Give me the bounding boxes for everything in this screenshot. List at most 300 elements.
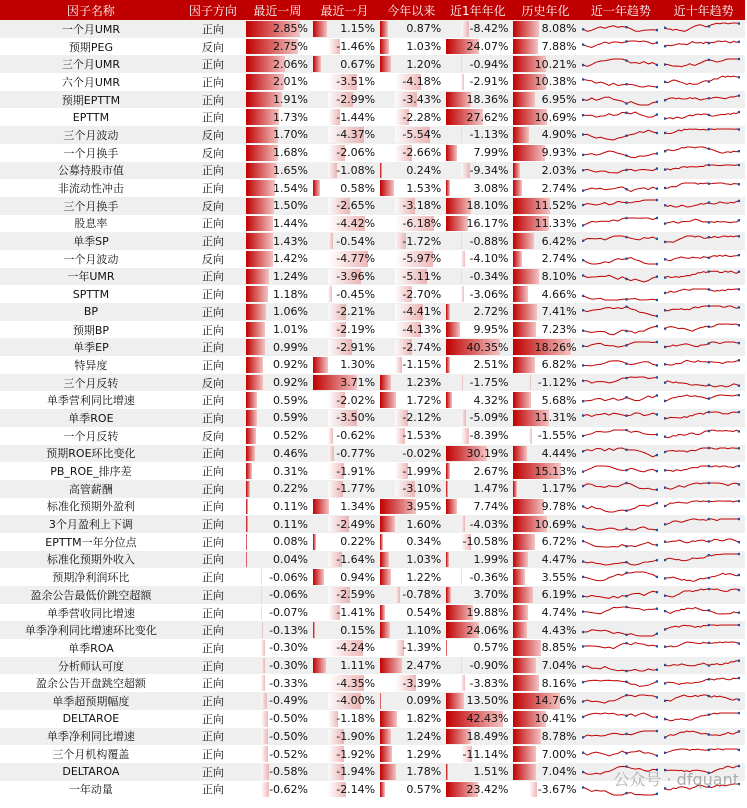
cell-h xyxy=(511,303,579,321)
value-bar xyxy=(246,463,252,479)
trend-1y-sparkline xyxy=(582,57,658,72)
table-row[interactable] xyxy=(0,162,745,180)
trend-10y-sparkline xyxy=(664,393,740,408)
table-row[interactable] xyxy=(0,232,745,250)
cell-value: 24.07% xyxy=(466,40,509,54)
value-bar xyxy=(513,21,539,37)
cell-y xyxy=(378,763,444,781)
trend-1y-sparkline xyxy=(582,499,658,514)
cell-y1 xyxy=(444,268,511,286)
trend-10y-sparkline xyxy=(664,287,740,302)
table-row[interactable] xyxy=(0,20,745,38)
cell-value: -5.97% xyxy=(402,252,442,266)
cell-y1 xyxy=(444,91,511,109)
factor-direction: 反向 xyxy=(182,250,244,268)
trend-10y-cell xyxy=(662,568,745,586)
trend-10y-cell xyxy=(662,144,745,162)
table-row[interactable] xyxy=(0,639,745,657)
trend-10y-sparkline xyxy=(664,110,740,125)
trend-10y-sparkline xyxy=(664,234,740,249)
cell-value: 8.08% xyxy=(541,22,577,36)
header-last-week[interactable]: 最近一周 xyxy=(244,0,311,20)
value-bar xyxy=(246,251,273,267)
table-row[interactable] xyxy=(0,285,745,303)
table-row[interactable] xyxy=(0,674,745,692)
value-bar xyxy=(461,251,465,267)
cell-value: 18.26% xyxy=(534,340,577,354)
cell-y1 xyxy=(444,162,511,180)
table-row[interactable] xyxy=(0,498,745,516)
cell-value: -5.09% xyxy=(469,411,509,425)
value-bar xyxy=(380,21,388,37)
cell-y1 xyxy=(444,108,511,126)
cell-value: 0.15% xyxy=(340,623,376,637)
trend-1y-cell xyxy=(580,445,663,463)
cell-value: 0.59% xyxy=(273,393,308,407)
trend-1y-sparkline xyxy=(582,287,658,302)
cell-value: -2.70% xyxy=(402,287,442,301)
factor-name: DELTAROE xyxy=(0,710,182,728)
factor-direction: 反向 xyxy=(182,126,244,144)
header-last-month[interactable]: 最近一月 xyxy=(311,0,378,20)
cell-m xyxy=(311,55,378,73)
table-row[interactable] xyxy=(0,126,745,144)
header-direction[interactable]: 因子方向 xyxy=(182,0,244,20)
cell-value: 3.55% xyxy=(541,570,577,584)
cell-y1 xyxy=(444,55,511,73)
value-bar xyxy=(261,605,262,621)
factor-direction: 正向 xyxy=(182,162,244,180)
trend-1y-cell xyxy=(580,674,663,692)
factor-direction: 正向 xyxy=(182,55,244,73)
header-1y-trend[interactable]: 近一年趋势 xyxy=(580,0,663,20)
cell-h xyxy=(511,162,579,180)
cell-value: -2.65% xyxy=(336,199,376,213)
cell-y1 xyxy=(444,215,511,233)
cell-value: -4.00% xyxy=(336,694,376,708)
trend-1y-cell xyxy=(580,692,663,710)
cell-value: -4.03% xyxy=(469,517,509,531)
cell-h xyxy=(511,268,579,286)
cell-value: 0.22% xyxy=(340,535,376,549)
cell-m xyxy=(311,657,378,675)
cell-value: 18.36% xyxy=(466,93,509,107)
cell-value: 0.57% xyxy=(473,641,509,655)
factor-direction: 反向 xyxy=(182,38,244,56)
table-row[interactable] xyxy=(0,551,745,569)
table-row[interactable] xyxy=(0,604,745,622)
cell-w xyxy=(244,126,311,144)
cell-value: 8.85% xyxy=(541,641,577,655)
trend-10y-cell xyxy=(662,427,745,445)
cell-value: -0.50% xyxy=(269,729,308,743)
cell-value: 1.82% xyxy=(406,712,442,726)
trend-10y-cell xyxy=(662,321,745,339)
table-row[interactable] xyxy=(0,356,745,374)
table-row[interactable] xyxy=(0,215,745,233)
trend-1y-cell xyxy=(580,20,663,38)
cell-value: 2.85% xyxy=(273,22,308,36)
header-factor-name[interactable]: 因子名称 xyxy=(0,0,182,20)
cell-h xyxy=(511,409,579,427)
cell-m xyxy=(311,621,378,639)
cell-value: -2.19% xyxy=(336,323,376,337)
value-bar xyxy=(246,428,256,444)
trend-1y-cell xyxy=(580,197,663,215)
cell-y1 xyxy=(444,20,511,38)
cell-value: 14.76% xyxy=(534,694,577,708)
cell-value: -0.06% xyxy=(269,588,308,602)
header-10y-trend[interactable]: 近十年趋势 xyxy=(662,0,745,20)
value-bar xyxy=(513,622,527,638)
value-bar xyxy=(513,39,538,55)
trend-10y-cell xyxy=(662,462,745,480)
factor-direction: 正向 xyxy=(182,745,244,763)
cell-value: 4.47% xyxy=(541,552,577,566)
cell-h xyxy=(511,20,579,38)
value-bar xyxy=(328,286,332,302)
trend-1y-cell xyxy=(580,745,663,763)
table-row[interactable] xyxy=(0,144,745,162)
cell-y1 xyxy=(444,498,511,516)
cell-m xyxy=(311,144,378,162)
cell-value: 0.94% xyxy=(340,570,376,584)
cell-y1 xyxy=(444,657,511,675)
value-bar xyxy=(246,392,257,408)
cell-y1 xyxy=(444,179,511,197)
trend-10y-cell xyxy=(662,108,745,126)
cell-m xyxy=(311,604,378,622)
cell-h xyxy=(511,763,579,781)
header-hist-annualized[interactable]: 历史年化 xyxy=(511,0,579,20)
cell-value: 27.62% xyxy=(466,110,509,124)
header-ytd[interactable]: 今年以来 xyxy=(378,0,444,20)
cell-h xyxy=(511,126,579,144)
value-bar xyxy=(261,569,262,585)
trend-10y-cell xyxy=(662,710,745,728)
trend-1y-sparkline xyxy=(582,428,658,443)
value-bar xyxy=(461,233,462,249)
cell-y1 xyxy=(444,621,511,639)
cell-value: -1.64% xyxy=(336,552,376,566)
trend-1y-cell xyxy=(580,144,663,162)
cell-y1 xyxy=(444,445,511,463)
cell-value: 1.50% xyxy=(273,199,308,213)
value-bar xyxy=(380,622,390,638)
cell-w xyxy=(244,321,311,339)
value-bar xyxy=(461,410,466,426)
table-row[interactable] xyxy=(0,338,745,356)
trend-10y-cell xyxy=(662,515,745,533)
cell-m xyxy=(311,232,378,250)
table-row[interactable] xyxy=(0,657,745,675)
cell-value: 18.49% xyxy=(466,729,509,743)
table-row[interactable] xyxy=(0,91,745,109)
cell-value: 5.68% xyxy=(541,393,577,407)
cell-value: -0.78% xyxy=(402,588,442,602)
cell-value: -0.50% xyxy=(269,712,308,726)
cell-w xyxy=(244,108,311,126)
factor-direction: 反向 xyxy=(182,144,244,162)
value-bar xyxy=(446,587,451,603)
table-row[interactable] xyxy=(0,480,745,498)
table-row[interactable] xyxy=(0,568,745,586)
table-row[interactable] xyxy=(0,374,745,392)
table-row[interactable] xyxy=(0,427,745,445)
table-row[interactable] xyxy=(0,179,745,197)
factor-name: 预期PEG xyxy=(0,38,182,56)
cell-value: -4.10% xyxy=(469,252,509,266)
cell-w xyxy=(244,781,311,799)
cell-y1 xyxy=(444,338,511,356)
cell-y1 xyxy=(444,745,511,763)
table-row[interactable] xyxy=(0,409,745,427)
cell-value: -2.74% xyxy=(402,340,442,354)
cell-value: -3.10% xyxy=(402,482,442,496)
table-row[interactable] xyxy=(0,745,745,763)
value-bar xyxy=(446,693,464,709)
cell-value: 1.29% xyxy=(406,747,442,761)
trend-10y-sparkline xyxy=(664,570,740,585)
value-bar xyxy=(446,499,456,515)
cell-value: 1.47% xyxy=(473,482,509,496)
cell-m xyxy=(311,462,378,480)
cell-value: -6.18% xyxy=(402,216,442,230)
header-1y-annualized[interactable]: 近1年年化 xyxy=(444,0,511,20)
table-row[interactable] xyxy=(0,197,745,215)
value-bar xyxy=(513,251,522,267)
trend-10y-sparkline xyxy=(664,74,740,89)
factor-name: 预期BP xyxy=(0,321,182,339)
trend-1y-sparkline xyxy=(582,623,658,638)
value-bar xyxy=(513,127,529,143)
value-bar xyxy=(246,180,275,196)
trend-1y-cell xyxy=(580,551,663,569)
factor-direction: 正向 xyxy=(182,268,244,286)
cell-value: 1.20% xyxy=(406,57,442,71)
cell-h xyxy=(511,781,579,799)
table-row[interactable] xyxy=(0,55,745,73)
cell-value: 2.06% xyxy=(273,57,308,71)
trend-10y-cell xyxy=(662,91,745,109)
cell-h xyxy=(511,215,579,233)
trend-10y-sparkline xyxy=(664,428,740,443)
trend-1y-sparkline xyxy=(582,39,658,54)
cell-value: -4.42% xyxy=(336,216,376,230)
value-bar xyxy=(513,587,533,603)
cell-value: 1.54% xyxy=(273,181,308,195)
table-row[interactable] xyxy=(0,586,745,604)
cell-value: -4.13% xyxy=(402,323,442,337)
cell-w xyxy=(244,710,311,728)
value-bar xyxy=(380,516,394,532)
cell-y xyxy=(378,144,444,162)
cell-value: -1.53% xyxy=(402,429,442,443)
cell-value: 10.41% xyxy=(534,712,577,726)
factor-name: EPTTM xyxy=(0,108,182,126)
cell-value: -1.75% xyxy=(469,376,509,390)
table-row[interactable] xyxy=(0,268,745,286)
value-bar xyxy=(246,233,273,249)
trend-1y-sparkline xyxy=(582,234,658,249)
value-bar xyxy=(446,764,448,780)
table-row[interactable] xyxy=(0,250,745,268)
cell-value: 2.47% xyxy=(406,659,442,673)
table-row[interactable] xyxy=(0,533,745,551)
trend-10y-cell xyxy=(662,745,745,763)
cell-w xyxy=(244,586,311,604)
trend-10y-sparkline xyxy=(664,711,740,726)
cell-value: -1.18% xyxy=(336,712,376,726)
cell-m xyxy=(311,445,378,463)
cell-h xyxy=(511,621,579,639)
cell-value: -0.58% xyxy=(269,765,308,779)
value-bar xyxy=(313,534,316,550)
value-bar xyxy=(446,145,457,161)
cell-value: 1.99% xyxy=(473,552,509,566)
cell-value: -5.54% xyxy=(402,128,442,142)
cell-value: 1.15% xyxy=(340,22,376,36)
trend-10y-sparkline xyxy=(664,464,740,479)
cell-value: 1.10% xyxy=(406,623,442,637)
trend-1y-sparkline xyxy=(582,410,658,425)
cell-value: 1.24% xyxy=(273,269,308,283)
table-row[interactable] xyxy=(0,621,745,639)
factor-name: 三个月机构覆盖 xyxy=(0,745,182,763)
cell-value: 8.16% xyxy=(541,676,577,690)
cell-value: 3.95% xyxy=(406,499,442,513)
trend-1y-cell xyxy=(580,268,663,286)
value-bar xyxy=(461,127,462,143)
trend-1y-sparkline xyxy=(582,676,658,691)
cell-value: -1.15% xyxy=(402,358,442,372)
cell-h xyxy=(511,144,579,162)
table-row[interactable] xyxy=(0,710,745,728)
table-row[interactable] xyxy=(0,391,745,409)
trend-10y-cell xyxy=(662,621,745,639)
value-bar xyxy=(513,552,527,568)
value-bar xyxy=(513,145,544,161)
value-bar xyxy=(246,216,273,232)
cell-value: -0.54% xyxy=(336,234,376,248)
value-bar xyxy=(328,446,334,462)
cell-y1 xyxy=(444,533,511,551)
trend-10y-sparkline xyxy=(664,534,740,549)
table-row[interactable] xyxy=(0,445,745,463)
value-bar xyxy=(513,269,539,285)
trend-1y-sparkline xyxy=(582,216,658,231)
cell-y1 xyxy=(444,409,511,427)
cell-value: 0.24% xyxy=(406,163,442,177)
value-bar xyxy=(513,675,539,691)
factor-direction: 正向 xyxy=(182,338,244,356)
cell-h xyxy=(511,674,579,692)
cell-value: -8.42% xyxy=(469,22,509,36)
cell-h xyxy=(511,197,579,215)
cell-h xyxy=(511,498,579,516)
cell-m xyxy=(311,356,378,374)
value-bar xyxy=(446,216,468,232)
trend-1y-cell xyxy=(580,657,663,675)
cell-y1 xyxy=(444,515,511,533)
factor-direction: 正向 xyxy=(182,356,244,374)
value-bar xyxy=(461,375,463,391)
trend-10y-sparkline xyxy=(664,481,740,496)
cell-value: 1.65% xyxy=(273,163,308,177)
cell-value: -4.37% xyxy=(336,128,376,142)
value-bar xyxy=(513,163,519,179)
table-row[interactable] xyxy=(0,728,745,746)
cell-y1 xyxy=(444,285,511,303)
cell-value: 6.95% xyxy=(541,93,577,107)
table-row[interactable] xyxy=(0,303,745,321)
trend-1y-cell xyxy=(580,621,663,639)
value-bar xyxy=(380,729,391,745)
trend-1y-cell xyxy=(580,356,663,374)
factor-name: 单季净利同比增速 xyxy=(0,728,182,746)
trend-10y-cell xyxy=(662,356,745,374)
value-bar xyxy=(246,499,248,515)
cell-value: -3.43% xyxy=(402,93,442,107)
factor-direction: 正向 xyxy=(182,551,244,569)
cell-y xyxy=(378,674,444,692)
trend-1y-cell xyxy=(580,462,663,480)
table-row[interactable] xyxy=(0,38,745,56)
table-row[interactable] xyxy=(0,321,745,339)
value-bar xyxy=(446,357,449,373)
cell-m xyxy=(311,285,378,303)
table-row[interactable] xyxy=(0,462,745,480)
trend-10y-sparkline xyxy=(664,587,740,602)
factor-name: 一个月UMR xyxy=(0,20,182,38)
table-row[interactable] xyxy=(0,108,745,126)
cell-value: -3.06% xyxy=(469,287,509,301)
trend-1y-cell xyxy=(580,162,663,180)
cell-w xyxy=(244,409,311,427)
cell-y1 xyxy=(444,391,511,409)
factor-direction: 正向 xyxy=(182,710,244,728)
cell-value: 1.34% xyxy=(340,499,376,513)
cell-h xyxy=(511,356,579,374)
value-bar xyxy=(513,233,533,249)
factor-direction: 正向 xyxy=(182,639,244,657)
cell-value: -1.41% xyxy=(336,606,376,620)
trend-1y-cell xyxy=(580,427,663,445)
cell-y1 xyxy=(444,674,511,692)
cell-value: -1.91% xyxy=(336,464,376,478)
trend-10y-sparkline xyxy=(664,269,740,284)
value-bar xyxy=(513,481,517,497)
cell-value: 2.74% xyxy=(541,252,577,266)
trend-10y-cell xyxy=(662,126,745,144)
cell-value: 1.44% xyxy=(273,216,308,230)
table-row[interactable] xyxy=(0,73,745,91)
cell-y1 xyxy=(444,126,511,144)
table-row[interactable] xyxy=(0,692,745,710)
cell-value: 3.08% xyxy=(473,181,509,195)
factor-name: 单季净利同比增速环比变化 xyxy=(0,621,182,639)
cell-y1 xyxy=(444,710,511,728)
cell-m xyxy=(311,533,378,551)
trend-10y-sparkline xyxy=(664,357,740,372)
cell-m xyxy=(311,20,378,38)
trend-10y-sparkline xyxy=(664,181,740,196)
table-row[interactable] xyxy=(0,515,745,533)
cell-y1 xyxy=(444,604,511,622)
cell-value: -0.30% xyxy=(269,659,308,673)
factor-name: 一个月波动 xyxy=(0,250,182,268)
factor-direction: 正向 xyxy=(182,445,244,463)
